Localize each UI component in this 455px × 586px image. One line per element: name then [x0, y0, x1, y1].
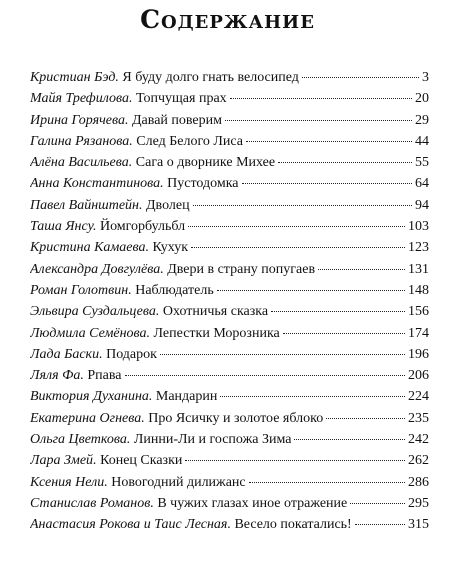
toc-entry — [30, 429, 429, 450]
dot-leader — [283, 333, 405, 334]
author-separator: . — [125, 112, 132, 128]
toc-entry — [30, 152, 429, 173]
entry-title: Новогодний дилижанс — [111, 474, 246, 490]
entry-page-number: 315 — [408, 517, 429, 533]
author-separator: . — [115, 70, 123, 85]
entry-text — [30, 88, 227, 109]
entry-page-number: 174 — [408, 325, 429, 341]
entry-text — [30, 131, 243, 152]
entry-page-number: 64 — [415, 176, 429, 192]
entry-page-number: 20 — [415, 91, 429, 107]
entry-title: Я буду долго гнать велосипед — [122, 70, 299, 85]
toc-entry — [30, 216, 429, 237]
author-separator: . — [148, 389, 156, 405]
toc-entry — [30, 450, 429, 471]
dot-leader — [278, 162, 412, 163]
entry-author: Галина Рязанова — [30, 133, 130, 149]
dot-leader — [302, 77, 419, 78]
table-of-contents — [30, 67, 429, 536]
toc-entry — [30, 173, 429, 194]
dot-leader — [246, 141, 412, 142]
entry-page-number: 44 — [415, 133, 429, 149]
entry-title: След Белого Лиса — [136, 133, 243, 149]
toc-entry — [30, 88, 429, 109]
entry-author: Ольга Цветкова — [30, 432, 127, 448]
entry-author: Роман Голотвин — [30, 282, 129, 298]
entry-author: Ирина Горячева — [30, 112, 125, 128]
toc-entry — [30, 493, 429, 514]
entry-text — [30, 195, 190, 216]
entry-text — [30, 173, 239, 194]
toc-entry — [30, 259, 429, 280]
entry-page-number: 3 — [422, 70, 429, 85]
entry-title: Линни-Ли и госпожа Зима — [133, 432, 292, 448]
entry-author: Лара Змей — [30, 453, 94, 469]
dot-leader — [350, 503, 405, 504]
entry-page-number: 103 — [408, 219, 429, 235]
entry-author: Людмила Семёнова — [30, 325, 147, 341]
entry-text — [30, 67, 299, 88]
author-separator: . — [99, 346, 107, 362]
author-separator: . — [139, 197, 146, 213]
author-separator: . — [150, 495, 158, 511]
toc-entry — [30, 237, 429, 258]
entry-page-number: 131 — [408, 261, 429, 277]
toc-entry — [30, 301, 429, 322]
dot-leader — [191, 247, 405, 248]
entry-title: Конец Сказки — [100, 453, 183, 469]
entry-author: Майя Трефилова — [30, 91, 129, 107]
entry-author: Екатерина Огнева — [30, 410, 142, 426]
entry-page-number: 55 — [415, 155, 429, 171]
toc-entry — [30, 514, 429, 535]
author-separator: . — [128, 91, 136, 107]
toc-entry — [30, 195, 429, 216]
entry-author: Анна Константинова — [30, 176, 161, 192]
entry-text — [30, 450, 182, 471]
entry-page-number: 206 — [408, 368, 429, 384]
author-separator: . — [128, 282, 136, 298]
entry-page-number: 295 — [408, 495, 429, 511]
entry-text — [30, 280, 214, 301]
author-separator: . — [129, 133, 137, 149]
dot-leader — [160, 354, 405, 355]
entry-page-number: 286 — [408, 474, 429, 490]
dot-leader — [249, 482, 405, 483]
entry-title: Сага о дворнике Михее — [135, 155, 276, 171]
dot-leader — [271, 311, 405, 312]
entry-page-number: 94 — [415, 197, 429, 213]
author-separator: . — [160, 176, 168, 192]
entry-author: Александра Довгулёва — [30, 261, 161, 277]
dot-leader — [188, 226, 405, 227]
dot-leader — [193, 205, 412, 206]
author-separator: . — [145, 240, 153, 256]
author-separator: . — [155, 304, 163, 320]
author-separator: . — [227, 517, 235, 533]
entry-title: Давай поверим — [132, 112, 222, 128]
entry-title: Рпава — [87, 368, 122, 384]
entry-title: Кухук — [152, 240, 189, 256]
entry-text — [30, 408, 323, 429]
toc-entry — [30, 386, 429, 407]
entry-text — [30, 493, 347, 514]
entry-title: Про Ясичку и золотое яблоко — [148, 410, 324, 426]
entry-author: Анастасия Рокова и Таис Лесная — [30, 517, 228, 533]
entry-text — [30, 514, 352, 535]
author-separator: . — [104, 474, 112, 490]
entry-page-number: 156 — [408, 304, 429, 320]
entry-title: Весело покатались! — [234, 517, 352, 533]
entry-text — [30, 110, 222, 131]
entry-text — [30, 429, 291, 450]
toc-entry — [30, 280, 429, 301]
entry-page-number: 148 — [408, 282, 429, 298]
author-separator: . — [146, 325, 154, 341]
entry-title: Подарок — [106, 346, 157, 362]
entry-author: Ксения Нели — [30, 474, 105, 490]
author-separator: . — [80, 368, 88, 384]
entry-title: Двери в страну попугаев — [167, 261, 316, 277]
entry-page-number: 224 — [408, 389, 429, 405]
dot-leader — [220, 396, 405, 397]
toc-entry — [30, 472, 429, 493]
toc-entry — [30, 67, 429, 88]
author-separator: . — [141, 410, 149, 426]
entry-author: Таша Янсу — [30, 219, 93, 235]
entry-author: Эльвира Суздальцева — [30, 304, 156, 320]
toc-entry — [30, 408, 429, 429]
author-separator: . — [128, 155, 136, 171]
entry-author: Лада Баски — [30, 346, 100, 362]
author-separator: . — [126, 432, 134, 448]
entry-author: Кристиан Бэд — [30, 70, 116, 85]
entry-author: Станислав Романов — [30, 495, 151, 511]
dot-leader — [125, 375, 405, 376]
dot-leader — [294, 439, 405, 440]
page-title: Содержание — [140, 5, 315, 34]
entry-text — [30, 472, 246, 493]
dot-leader — [217, 290, 405, 291]
toc-entry — [30, 110, 429, 131]
entry-text — [30, 259, 315, 280]
entry-author: Виктория Духанина — [30, 389, 149, 405]
dot-leader — [355, 524, 405, 525]
entry-page-number: 196 — [408, 346, 429, 362]
entry-page-number: 123 — [408, 240, 429, 256]
dot-leader — [242, 183, 412, 184]
toc-entry — [30, 344, 429, 365]
dot-leader — [225, 120, 412, 121]
entry-page-number: 262 — [408, 453, 429, 469]
entry-title: Йомгорбульбл — [99, 219, 186, 235]
entry-page-number: 29 — [415, 112, 429, 128]
entry-text — [30, 386, 217, 407]
entry-author: Кристина Камаева — [30, 240, 146, 256]
entry-author: Павел Вайнштейн — [30, 197, 139, 213]
entry-title: Топчущая прах — [135, 91, 227, 107]
entry-title: Дволец — [146, 197, 190, 213]
toc-entry — [30, 323, 429, 344]
entry-text — [30, 216, 185, 237]
entry-text — [30, 323, 280, 344]
entry-title: Охотничья сказка — [162, 304, 269, 320]
entry-title: Наблюдатель — [135, 282, 214, 298]
entry-text — [30, 365, 122, 386]
entry-text — [30, 237, 188, 258]
author-separator: . — [92, 219, 100, 235]
entry-page-number: 235 — [408, 410, 429, 426]
toc-entry — [30, 365, 429, 386]
entry-text — [30, 152, 275, 173]
author-separator: . — [93, 453, 101, 469]
entry-author: Алёна Васильева — [30, 155, 129, 171]
entry-text — [30, 301, 268, 322]
entry-title: Мандарин — [155, 389, 218, 405]
author-separator: . — [160, 261, 168, 277]
entry-title: Лепестки Морозника — [153, 325, 280, 341]
entry-author: Ляля Фа — [30, 368, 81, 384]
dot-leader — [326, 418, 405, 419]
entry-title: В чужих глазах иное отражение — [157, 495, 348, 511]
dot-leader — [318, 269, 405, 270]
toc-entry — [30, 131, 429, 152]
entry-text — [30, 344, 157, 365]
entry-page-number: 242 — [408, 432, 429, 448]
dot-leader — [185, 460, 405, 461]
dot-leader — [230, 98, 412, 99]
entry-title: Пустодомка — [167, 176, 239, 192]
